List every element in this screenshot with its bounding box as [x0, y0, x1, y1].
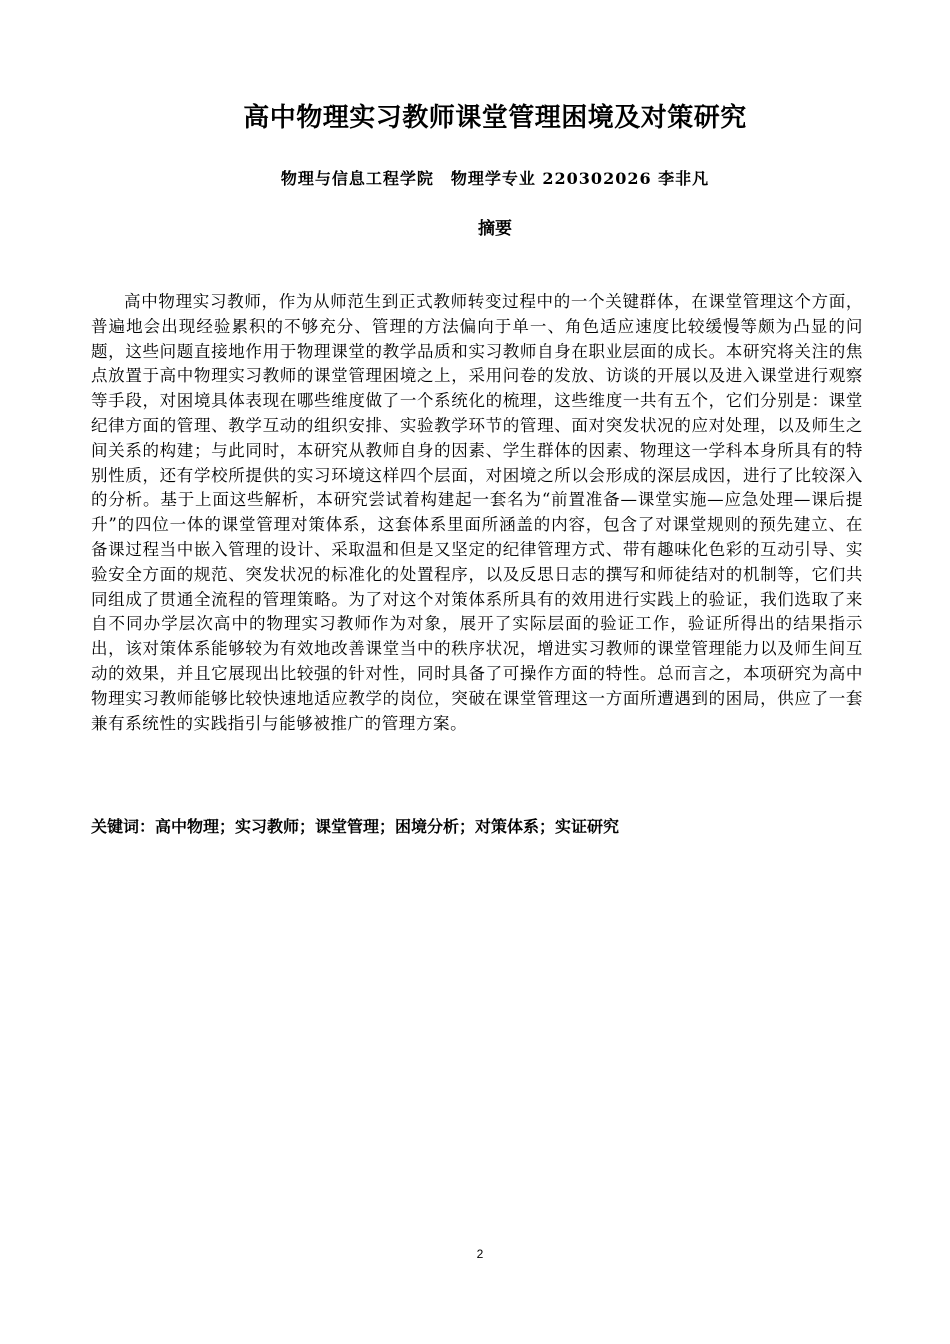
keywords-line: 关键词：高中物理；实习教师；课堂管理；困境分析；对策体系；实证研究 [91, 817, 620, 836]
author-line: 物理与信息工程学院 物理学专业 220302026 李非凡 [280, 169, 710, 188]
paper-title: 高中物理实习教师课堂管理困境及对策研究 [243, 103, 747, 133]
page-number: 2 [476, 1247, 484, 1261]
abstract-paragraph: 高中物理实习教师，作为从师范生到正式教师转变过程中的一个关键群体，在课堂管理这个方面，普遍地会出现经验累积的不够充分、管理的方法偏向于单一、角色适应速度比较缓慢等颇为凸显的问题，这些问题直接地作用于物理课堂的教学品质和实习教师自身在职业层面的成长。本研究将关注的焦点放置于高中物理实习教师的课堂管理困境之上，采用问卷的发放、访谈的开展以及进入课堂进行观察等手段，对困境具体表现在哪些维度做了一个系统化的梳理，这些维度一共有五个，它们分别是：课堂纪律方面的管理、教学互动的组织安排、实验教学环节的管理、面对突发状况的应对处理，以及师生之间关系的构建；与此同时，本研究从教师自身的因素、学生群体的因素、物理这一学科本身所具有的特别性质，还有学校所提供的实习环境这样四个层面，对困境之所以会形成的深层成因，进行了比较深入的分析。基于上面这些解析，本研究尝试着构建起一套名为“前置准备—课堂实施—应急处理—课后提升”的四位一体的课堂管理对策体系，这套体系里面所涵盖的内容，包含了对课堂规则的预先建立、在备课过程当中嵌入管理的设计、采取温和但是又坚定的纪律管理方式、带有趣味化色彩的互动引导、实验安全方面的规范、突发状况的标准化的处置程序，以及反思日志的撰写和师徒结对的机制等，它们共同组成了贯通全流程的管理策略。为了对这个对策体系所具有的效用进行实践上的验证，我们选取了来自不同办学层次高中的物理实习教师作为对象，展开了实际层面的验证工作，验证所得出的结果指示出，该对策体系能够较为有效地改善课堂当中的秩序状况，增进实习教师的课堂管理能力以及师生间互动的效果，并且它展现出比较强的针对性，同时具备了可操作方面的特性。总而言之，本项研究为高中物理实习教师能够比较快速地适应教学的岗位，突破在课堂管理这一方面所遭遇到的困局，供应了一套兼有系统性的实践指引与能够被推广的管理方案。 [91, 292, 863, 733]
abstract-heading: 摘要 [478, 219, 512, 239]
